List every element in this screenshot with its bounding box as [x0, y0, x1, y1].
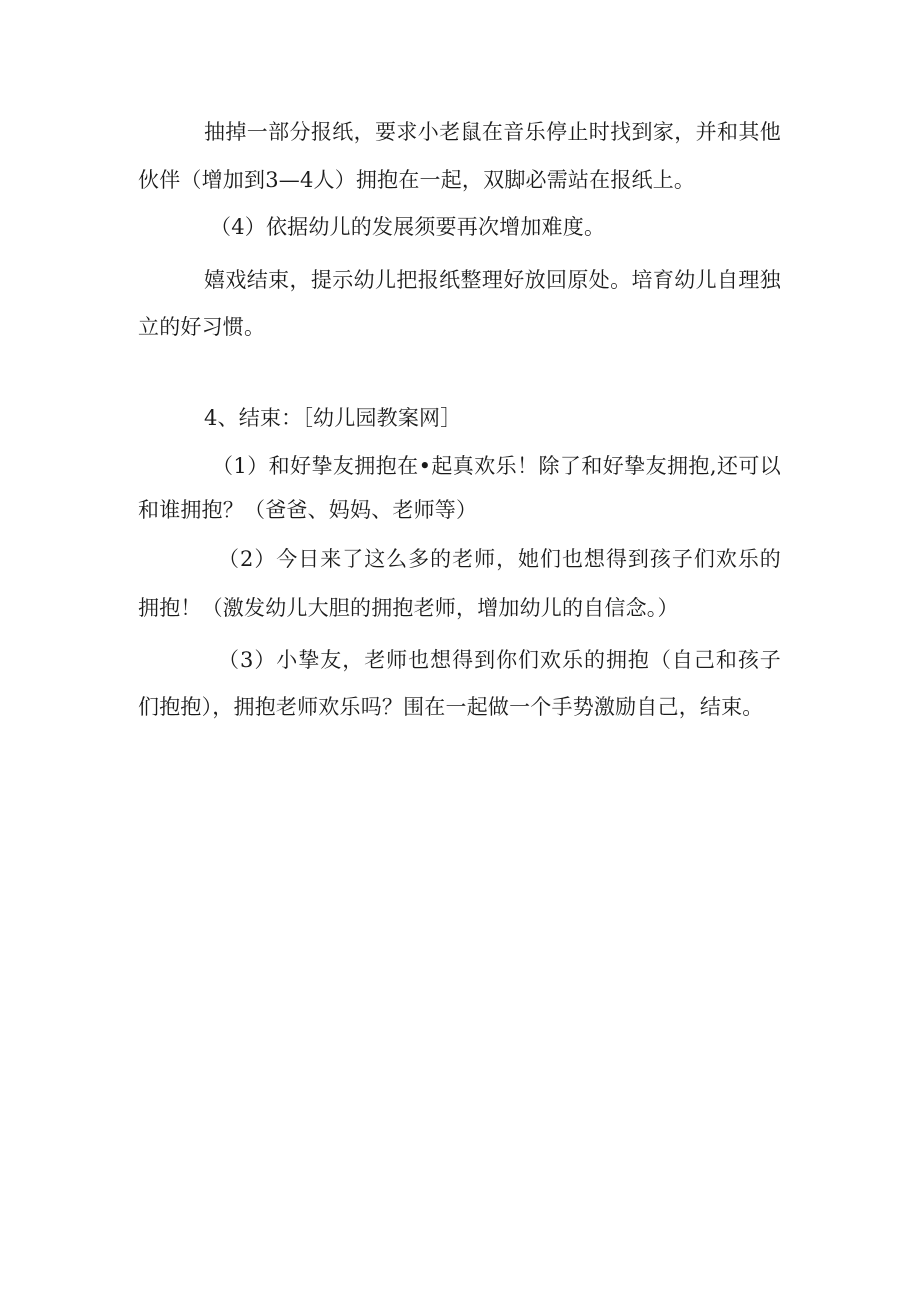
- paragraph-5-line-1: （1）和好挚友拥抱在•起真欢乐！除了和好挚友拥抱,还可以: [212, 454, 781, 478]
- paragraph-7-line-1: （3）小挚友，老师也想得到你们欢乐的拥抱（自己和孩子: [218, 648, 781, 672]
- paragraph-7-line-2: 们抱抱），拥抱老师欢乐吗？围在一起做一个手势激励自己，结束。: [138, 695, 764, 719]
- paragraph-2-line-1: （4）依据幼儿的发展须要再次增加难度。: [210, 215, 606, 239]
- paragraph-6-line-1: （2）今日来了这么多的老师，她们也想得到孩子们欢乐的: [218, 547, 781, 571]
- paragraph-1-line-2: 伙伴（增加到3—4人）拥抱在一起，双脚必需站在报纸上。: [138, 168, 696, 192]
- paragraph-6-line-2: 拥抱！（激发幼儿大胆的拥抱老师，增加幼儿的自信念。）: [138, 596, 679, 620]
- paragraph-1-line-1: 抽掉一部分报纸，要求小老鼠在音乐停止时找到家，并和其他: [204, 120, 781, 144]
- paragraph-3-line-1: 嬉戏结束，提示幼儿把报纸整理好放回原处。培育幼儿自理独: [204, 268, 781, 292]
- paragraph-5-line-2: 和谁拥抱？（爸爸、妈妈、老师等）: [138, 498, 478, 522]
- paragraph-3-line-2: 立的好习惯。: [138, 315, 266, 339]
- section-heading-ending: 4、结束：［幼儿园教案网］: [204, 406, 462, 430]
